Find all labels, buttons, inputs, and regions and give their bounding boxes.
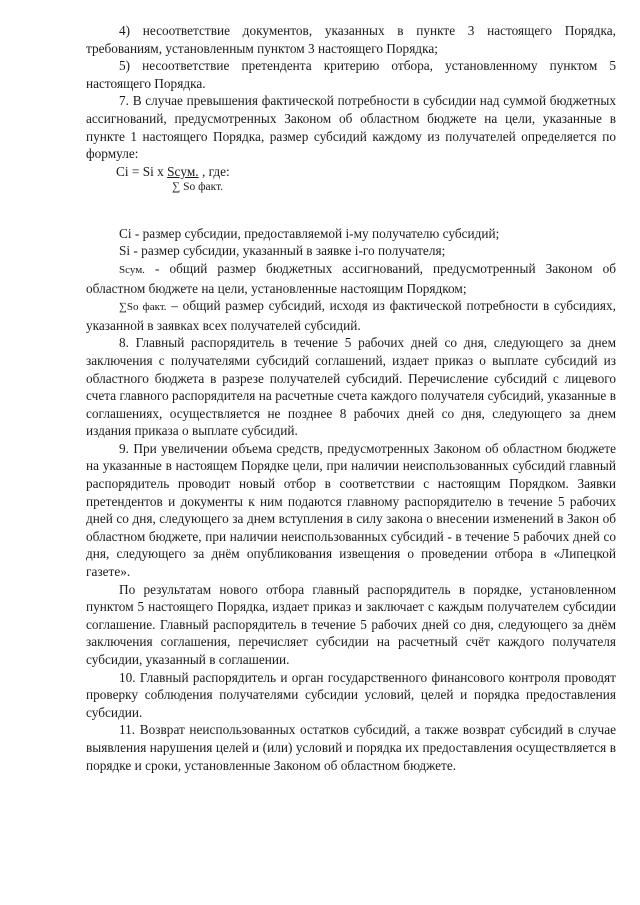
clause-10: 10. Главный распорядитель и орган государственного финансового контроля проводят проверку соблюдения получателями субсидии условий, целей и порядка предоставления субсидии. [86, 669, 616, 720]
definition-scym: Sсум. - общий размер бюджетных ассигнований, предусмотренный Законом об областном бюджете на цели, установленные настоящим Порядком; [86, 260, 616, 296]
clause-8: 8. Главный распорядитель в течение 5 рабочих дней со дня, следующего за днем заключения с получателями субсидий соглашений, издает приказ о выплате субсидий из областного бюджета в разрезе получателей субсидий. Перечисление субсидий с лицевого счета главного распорядителя на расчетные счета каждого получателя субсидий, указанные в соглашениях, осуществляется не позднее 8 рабочих дней со дня, следующего за днем издания приказа о выплате субсидий. [86, 335, 616, 439]
clause-9-continued: По результатам нового отбора главный распорядитель в порядке, установленном пунктом 5 настоящего Порядка, издает приказ и заключает с каждым получателем субсидии соглашение. Главный распорядитель в течение 5 рабочих дней со дня, следующего за днём заключения соглашения, перечисляет субсидии на расчетный счёт каждого получателя субсидии, указанный в соглашении. [86, 581, 616, 667]
clause-9: 9. При увеличении объема средств, предусмотренных Законом об областном бюджете на указанные в настоящем Порядке цели, при наличии неиспользованных субсидий главный распорядитель проводит новый отбор в соответствии с настоящим Порядком. Заявки претендентов и документы к ним подаются главному распорядителю в течение 5 рабочих дней со дня, следующего за днем вступления в силу закона о внесении изменений в Закон об областном бюджете, при наличии неиспользованных субсидий - в течение 5 рабочих дней со дня, следующего за днём опубликования извещения о проведении отбора в «Липецкой газете». [86, 440, 616, 580]
item-5: 5) несоответствие претендента критерию отбора, установленному пунктом 5 настоящего Порядка. [86, 58, 616, 91]
clause-11: 11. Возврат неиспользованных остатков субсидий, а также возврат субсидий в случае выявления нарушения целей и (или) условий и порядка их предоставления осуществляется в порядке и сроки, установленные Законом об областном бюджете. [86, 722, 616, 773]
formula-denominator: ∑ So факт. [172, 180, 224, 193]
clause-7: 7. В случае превышения фактической потребности в субсидии над суммой бюджетных ассигнований, предусмотренных Законом об областном бюджете на цели, указанные в пункте 1 настоящего Порядка, размер субсидий каждому из получателей определяется по формуле: [86, 93, 616, 162]
subsidy-formula [86, 163, 616, 203]
definition-sum-fact: ∑So факт. – общий размер субсидий, исходя из фактической потребности в субсидиях, указанной в заявках всех получателей субсидий. [86, 298, 616, 333]
formula-line: Ci = Si x Scум. , где: [116, 163, 230, 179]
definition-si: Si - размер субсидии, указанный в заявке i-го получателя; [119, 243, 446, 259]
formula-numerator: Scум. [167, 163, 199, 179]
item-4: 4) несоответствие документов, указанных в пункте 3 настоящего Порядка, требованиям, установленным пунктом 3 настоящего Порядка; [86, 23, 616, 56]
definition-ci: Ci - размер субсидии, предоставляемой i-му получателю субсидий; [119, 225, 500, 241]
